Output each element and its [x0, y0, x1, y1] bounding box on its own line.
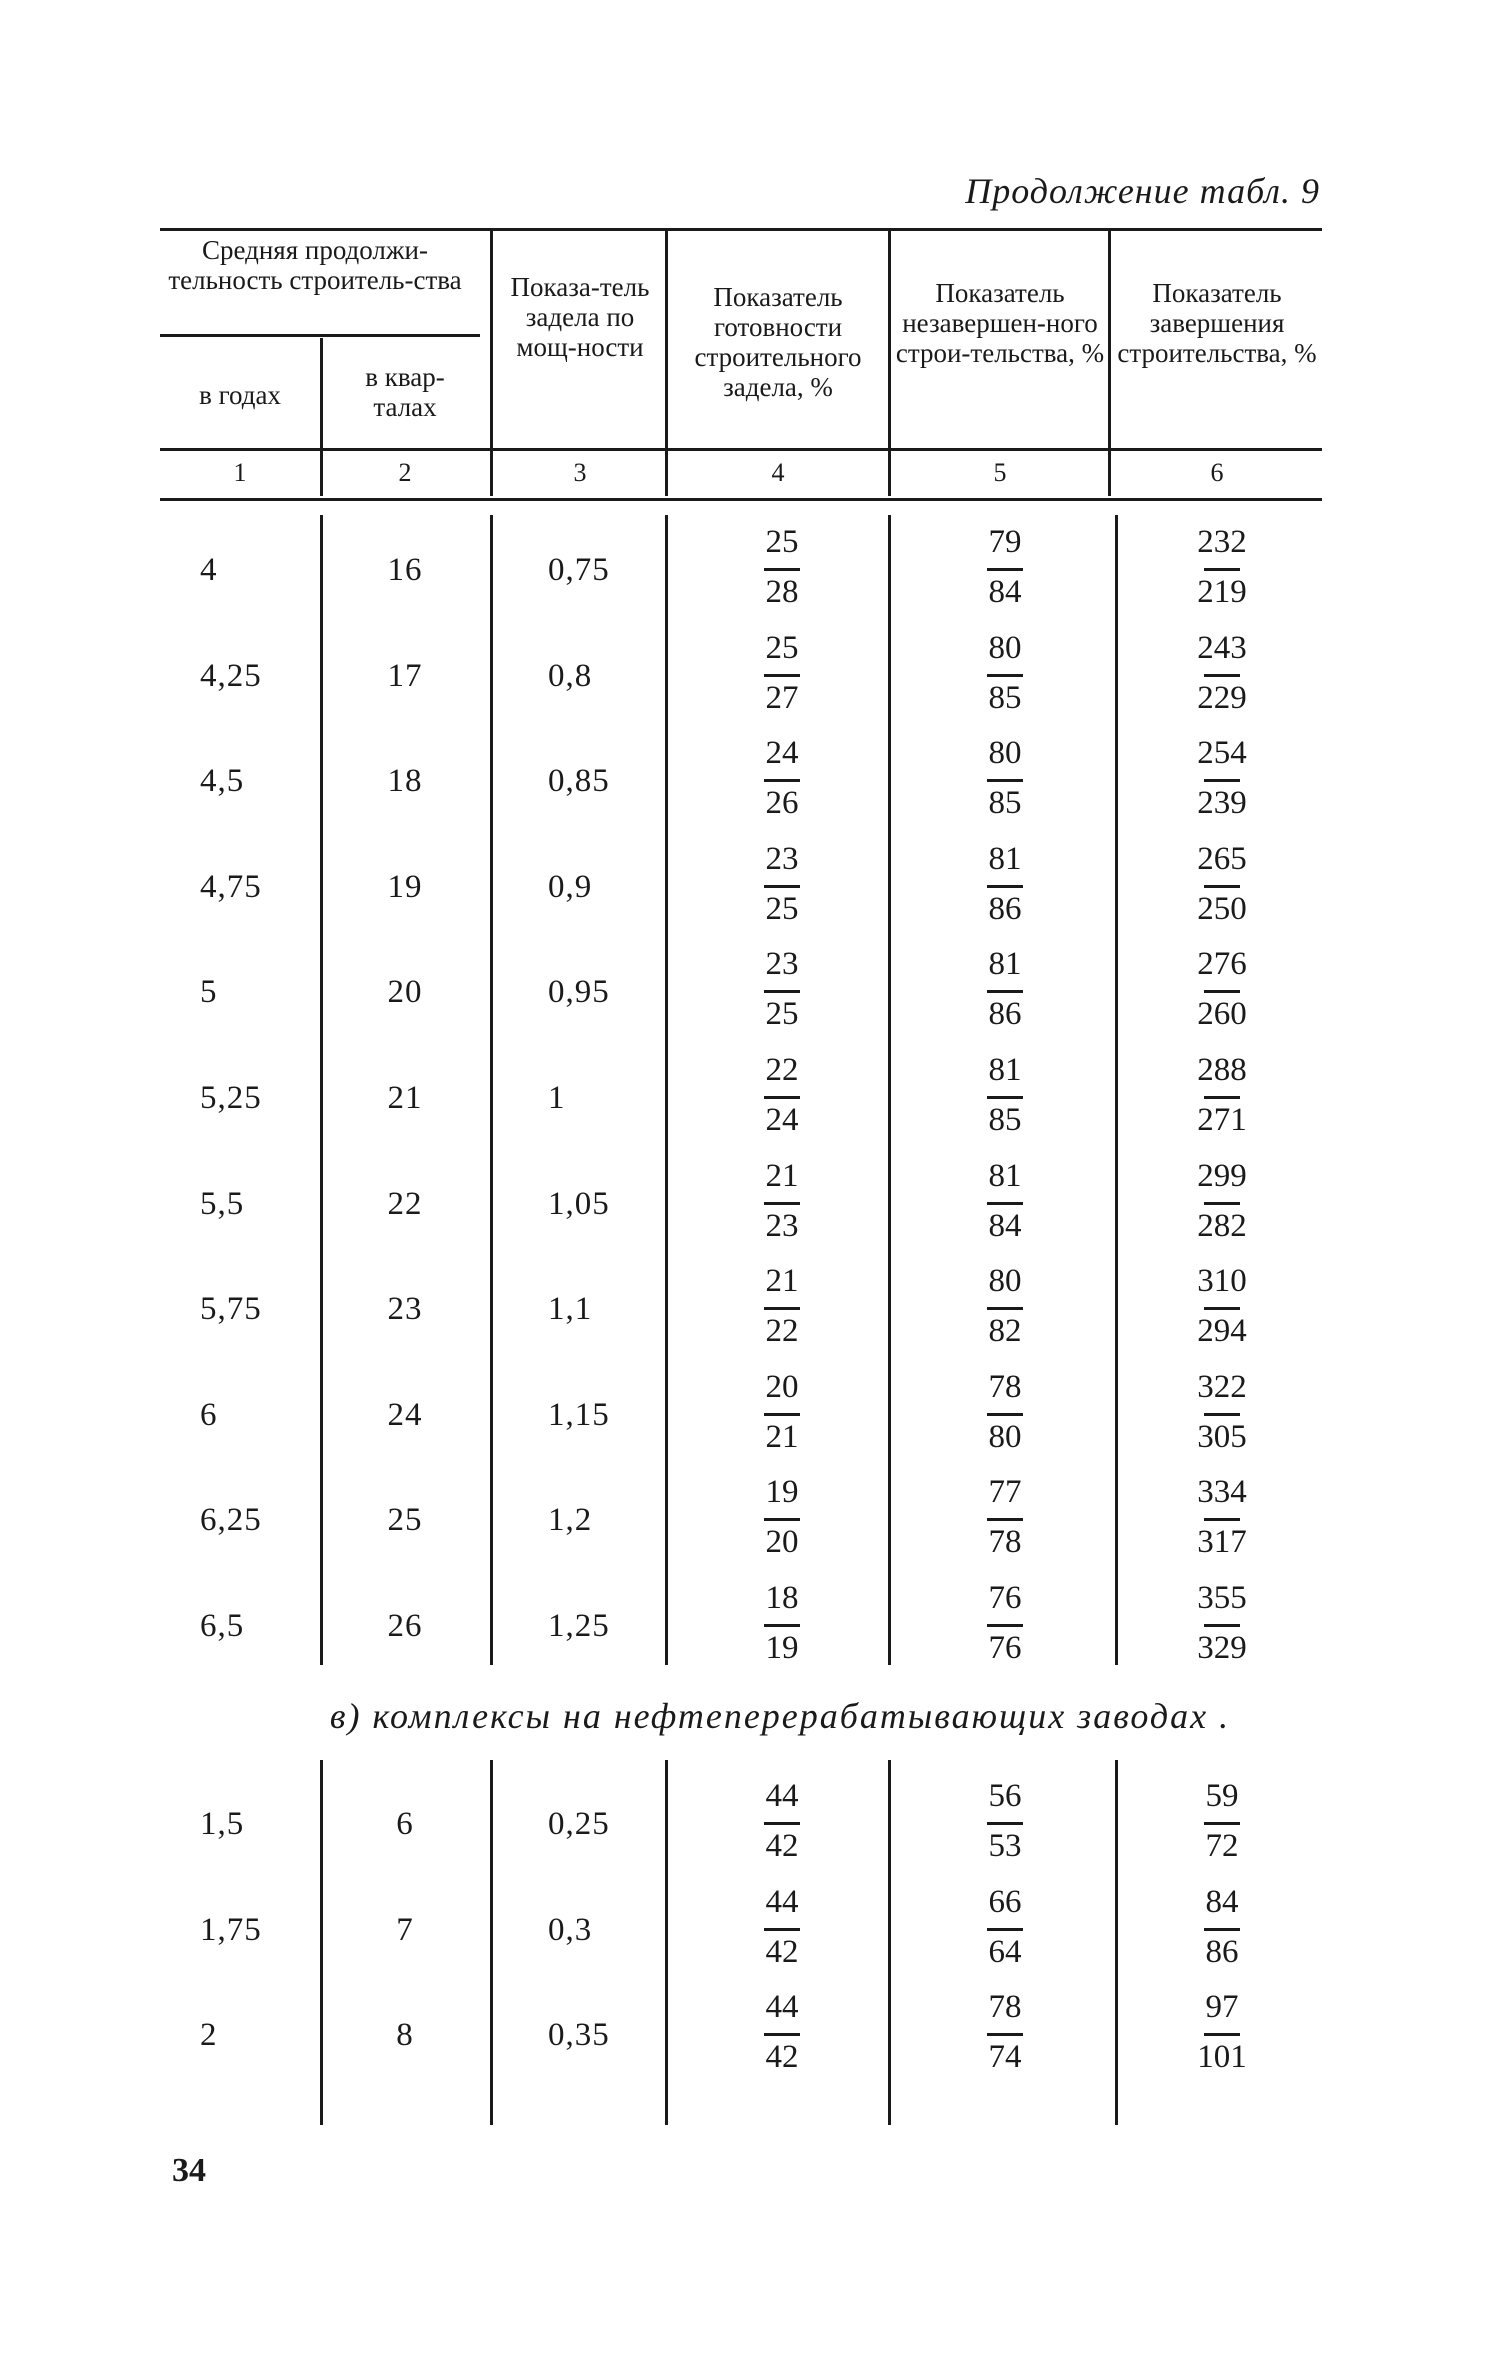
colnum-6: 6 — [1210, 458, 1224, 487]
cell-power: 0,3 — [548, 1911, 593, 1948]
header-col4-label: Показатель готовности строительного задела, % — [694, 282, 862, 402]
fraction-numerator: 81 — [988, 946, 1022, 983]
body2-vrule-3 — [665, 1760, 668, 2125]
cell-years: 5,5 — [200, 1185, 245, 1222]
cell-years: 4,25 — [200, 657, 262, 694]
fraction-denominator: 24 — [765, 1102, 799, 1138]
cell-power: 0,9 — [548, 868, 593, 905]
header-col6-label: Показатель завершения строительства, % — [1117, 278, 1317, 368]
fraction-numerator: 334 — [1197, 1474, 1247, 1511]
cell-quarters: 22 — [387, 1185, 423, 1222]
header-col1-label: в годах — [199, 380, 281, 410]
cell-quarters: 8 — [396, 2017, 414, 2054]
fraction-bar — [764, 1624, 800, 1627]
fraction-numerator: 19 — [765, 1474, 799, 1511]
header-vrule-3 — [665, 228, 668, 496]
fraction-denominator: 76 — [988, 1630, 1022, 1666]
colnum-2: 2 — [398, 458, 412, 487]
fraction-numerator: 276 — [1197, 946, 1247, 983]
colnum-5: 5 — [993, 458, 1007, 487]
body2-vrule-2 — [490, 1760, 493, 2125]
fraction-numerator: 59 — [1205, 1778, 1239, 1814]
body-vrule-1 — [320, 515, 323, 1665]
cell-years: 6,5 — [200, 1608, 245, 1644]
fraction-denominator: 86 — [1205, 1933, 1239, 1970]
page-number: 34 — [172, 2152, 206, 2189]
fraction-denominator: 329 — [1197, 1630, 1247, 1666]
cell-years: 6,25 — [200, 1502, 262, 1539]
cell-quarters: 7 — [396, 1911, 414, 1948]
fraction-denominator: 80 — [988, 1418, 1022, 1455]
fraction-numerator: 77 — [988, 1474, 1022, 1511]
fraction-numerator: 21 — [765, 1263, 799, 1300]
colnum-bottom-rule — [160, 498, 1322, 501]
cell-years: 2 — [200, 2017, 218, 2054]
fraction-numerator: 44 — [765, 1883, 799, 1920]
fraction-denominator: 85 — [988, 679, 1022, 716]
cell-power: 1 — [548, 1080, 566, 1116]
cell-power: 0,25 — [548, 1806, 610, 1842]
fraction-bar — [1204, 990, 1240, 993]
fraction-numerator: 78 — [988, 1989, 1022, 2026]
body-vrule-5 — [1115, 515, 1118, 1665]
cell-quarters: 20 — [387, 974, 423, 1011]
fraction-bar — [1204, 1096, 1240, 1099]
fraction-bar — [987, 568, 1023, 571]
fraction-bar — [987, 1096, 1023, 1099]
cell-quarters: 25 — [387, 1502, 423, 1539]
fraction-numerator: 23 — [765, 840, 799, 877]
fraction-numerator: 355 — [1197, 1580, 1247, 1616]
fraction-denominator: 282 — [1197, 1207, 1247, 1244]
fraction-bar — [764, 1413, 800, 1416]
fraction-numerator: 243 — [1197, 629, 1247, 666]
fraction-denominator: 219 — [1197, 574, 1247, 610]
cell-power: 1,15 — [548, 1396, 610, 1433]
body2-vrule-1 — [320, 1760, 323, 2125]
fraction-denominator: 42 — [765, 1933, 799, 1970]
fraction-numerator: 310 — [1197, 1263, 1247, 1300]
fraction-bar — [987, 779, 1023, 782]
cell-years: 4 — [200, 552, 218, 588]
fraction-numerator: 23 — [765, 946, 799, 983]
cell-quarters: 17 — [387, 657, 423, 694]
fraction-bar — [764, 885, 800, 888]
header-top-rule — [160, 228, 1322, 231]
fraction-numerator: 81 — [988, 840, 1022, 877]
fraction-bar — [987, 1202, 1023, 1205]
fraction-bar — [987, 1822, 1023, 1825]
fraction-bar — [987, 1518, 1023, 1521]
fraction-numerator: 21 — [765, 1157, 799, 1194]
fraction-bar — [1204, 1307, 1240, 1310]
header-group-rule — [160, 334, 480, 337]
body-vrule-2 — [490, 515, 493, 1665]
fraction-bar — [764, 1822, 800, 1825]
fraction-denominator: 19 — [765, 1630, 799, 1666]
fraction-denominator: 271 — [1197, 1102, 1247, 1138]
fraction-denominator: 20 — [765, 1524, 799, 1561]
fraction-denominator: 78 — [988, 1524, 1022, 1561]
header-vrule-1 — [320, 338, 323, 496]
fraction-numerator: 322 — [1197, 1368, 1247, 1405]
body-vrule-4 — [888, 515, 891, 1665]
fraction-numerator: 78 — [988, 1368, 1022, 1405]
fraction-denominator: 28 — [765, 574, 799, 610]
fraction-bar — [764, 568, 800, 571]
fraction-denominator: 82 — [988, 1313, 1022, 1350]
fraction-bar — [764, 1307, 800, 1310]
fraction-bar — [987, 1624, 1023, 1627]
fraction-numerator: 22 — [765, 1052, 799, 1088]
fraction-numerator: 24 — [765, 735, 799, 772]
fraction-denominator: 260 — [1197, 996, 1247, 1033]
fraction-denominator: 26 — [765, 785, 799, 822]
fraction-denominator: 86 — [988, 890, 1022, 927]
header-col5-label: Показатель незавершен-ного строи-тельства, % — [895, 278, 1105, 368]
cell-years: 1,5 — [200, 1806, 245, 1842]
fraction-denominator: 25 — [765, 890, 799, 927]
cell-quarters: 24 — [387, 1396, 423, 1433]
fraction-denominator: 27 — [765, 679, 799, 716]
cell-years: 6 — [200, 1396, 218, 1433]
fraction-numerator: 56 — [988, 1778, 1022, 1814]
fraction-bar — [764, 990, 800, 993]
fraction-bar — [987, 990, 1023, 993]
cell-power: 1,2 — [548, 1502, 593, 1539]
fraction-bar — [987, 1413, 1023, 1416]
fraction-bar — [1204, 885, 1240, 888]
cell-years: 1,75 — [200, 1911, 262, 1948]
cell-power: 0,75 — [548, 552, 610, 588]
fraction-numerator: 80 — [988, 629, 1022, 666]
cell-power: 0,85 — [548, 763, 610, 800]
cell-quarters: 6 — [396, 1806, 414, 1842]
cell-quarters: 16 — [387, 552, 423, 588]
fraction-bar — [764, 2033, 800, 2036]
fraction-numerator: 76 — [988, 1580, 1022, 1616]
fraction-denominator: 53 — [988, 1828, 1022, 1864]
colnum-1: 1 — [233, 458, 247, 487]
fraction-numerator: 80 — [988, 1263, 1022, 1300]
fraction-numerator: 265 — [1197, 840, 1247, 877]
fraction-denominator: 85 — [988, 785, 1022, 822]
cell-power: 0,35 — [548, 2017, 610, 2054]
cell-quarters: 21 — [387, 1080, 423, 1116]
fraction-denominator: 84 — [988, 1207, 1022, 1244]
section-title: в) комплексы на нефтеперерабатывающих заводах . — [329, 1696, 1231, 1736]
fraction-bar — [764, 779, 800, 782]
fraction-denominator: 23 — [765, 1207, 799, 1244]
fraction-numerator: 80 — [988, 735, 1022, 772]
cell-quarters: 26 — [387, 1608, 423, 1644]
fraction-bar — [1204, 568, 1240, 571]
fraction-bar — [1204, 1413, 1240, 1416]
fraction-denominator: 85 — [988, 1102, 1022, 1138]
header-bottom-rule — [160, 448, 1322, 451]
fraction-denominator: 25 — [765, 996, 799, 1033]
fraction-numerator: 18 — [765, 1580, 799, 1616]
fraction-numerator: 288 — [1197, 1052, 1247, 1088]
fraction-numerator: 84 — [1205, 1883, 1239, 1920]
fraction-numerator: 299 — [1197, 1157, 1247, 1194]
fraction-bar — [1204, 1928, 1240, 1931]
cell-power: 1,25 — [548, 1608, 610, 1644]
table-caption: Продолжение табл. 9 — [965, 171, 1320, 211]
cell-power: 0,8 — [548, 657, 593, 694]
fraction-bar — [987, 1307, 1023, 1310]
fraction-numerator: 20 — [765, 1368, 799, 1405]
colnum-4: 4 — [771, 458, 785, 487]
cell-years: 5 — [200, 974, 218, 1011]
cell-power: 0,95 — [548, 974, 610, 1011]
cell-quarters: 19 — [387, 868, 423, 905]
fraction-numerator: 66 — [988, 1883, 1022, 1920]
cell-quarters: 18 — [387, 763, 423, 800]
fraction-denominator: 72 — [1205, 1828, 1239, 1864]
fraction-denominator: 42 — [765, 2039, 799, 2076]
fraction-denominator: 101 — [1197, 2039, 1247, 2076]
cell-years: 5,25 — [200, 1080, 262, 1116]
fraction-numerator: 81 — [988, 1157, 1022, 1194]
fraction-numerator: 79 — [988, 524, 1022, 560]
fraction-bar — [764, 1518, 800, 1521]
fraction-denominator: 84 — [988, 574, 1022, 610]
header-vrule-5 — [1108, 228, 1111, 496]
fraction-bar — [1204, 1518, 1240, 1521]
fraction-numerator: 232 — [1197, 524, 1247, 560]
fraction-denominator: 250 — [1197, 890, 1247, 927]
fraction-numerator: 25 — [765, 524, 799, 560]
body2-vrule-5 — [1115, 1760, 1118, 2125]
fraction-bar — [764, 1202, 800, 1205]
fraction-bar — [1204, 1202, 1240, 1205]
fraction-denominator: 21 — [765, 1418, 799, 1455]
cell-power: 1,1 — [548, 1291, 593, 1328]
cell-years: 4,75 — [200, 868, 262, 905]
fraction-denominator: 229 — [1197, 679, 1247, 716]
fraction-denominator: 294 — [1197, 1313, 1247, 1350]
fraction-numerator: 81 — [988, 1052, 1022, 1088]
cell-power: 1,05 — [548, 1185, 610, 1222]
fraction-bar — [764, 1928, 800, 1931]
fraction-bar — [1204, 1624, 1240, 1627]
fraction-numerator: 44 — [765, 1778, 799, 1814]
fraction-bar — [764, 1096, 800, 1099]
fraction-bar — [987, 1928, 1023, 1931]
fraction-bar — [1204, 1822, 1240, 1825]
cell-years: 5,75 — [200, 1291, 262, 1328]
fraction-bar — [1204, 779, 1240, 782]
fraction-bar — [987, 2033, 1023, 2036]
body-vrule-3 — [665, 515, 668, 1665]
colnum-3: 3 — [573, 458, 587, 487]
fraction-bar — [1204, 674, 1240, 677]
fraction-bar — [764, 674, 800, 677]
fraction-denominator: 22 — [765, 1313, 799, 1350]
header-vrule-2 — [490, 228, 493, 496]
fraction-denominator: 239 — [1197, 785, 1247, 822]
fraction-denominator: 42 — [765, 1828, 799, 1864]
fraction-numerator: 254 — [1197, 735, 1247, 772]
header-vrule-4 — [888, 228, 891, 496]
fraction-bar — [1204, 2033, 1240, 2036]
header-group-label: Средняя продолжи-тельность строитель-ства — [168, 235, 462, 295]
header-col2-label: в квар-талах — [365, 362, 445, 422]
fraction-denominator: 86 — [988, 996, 1022, 1033]
cell-quarters: 23 — [387, 1291, 423, 1328]
fraction-numerator: 25 — [765, 629, 799, 666]
body2-vrule-4 — [888, 1760, 891, 2125]
fraction-denominator: 305 — [1197, 1418, 1247, 1455]
fraction-numerator: 44 — [765, 1989, 799, 2026]
fraction-bar — [987, 885, 1023, 888]
fraction-denominator: 74 — [988, 2039, 1022, 2076]
header-col3-label: Показа-тель задела по мощ-ности — [510, 272, 650, 362]
fraction-bar — [987, 674, 1023, 677]
cell-years: 4,5 — [200, 763, 245, 800]
fraction-denominator: 64 — [988, 1933, 1022, 1970]
fraction-numerator: 97 — [1205, 1989, 1239, 2026]
fraction-denominator: 317 — [1197, 1524, 1247, 1561]
